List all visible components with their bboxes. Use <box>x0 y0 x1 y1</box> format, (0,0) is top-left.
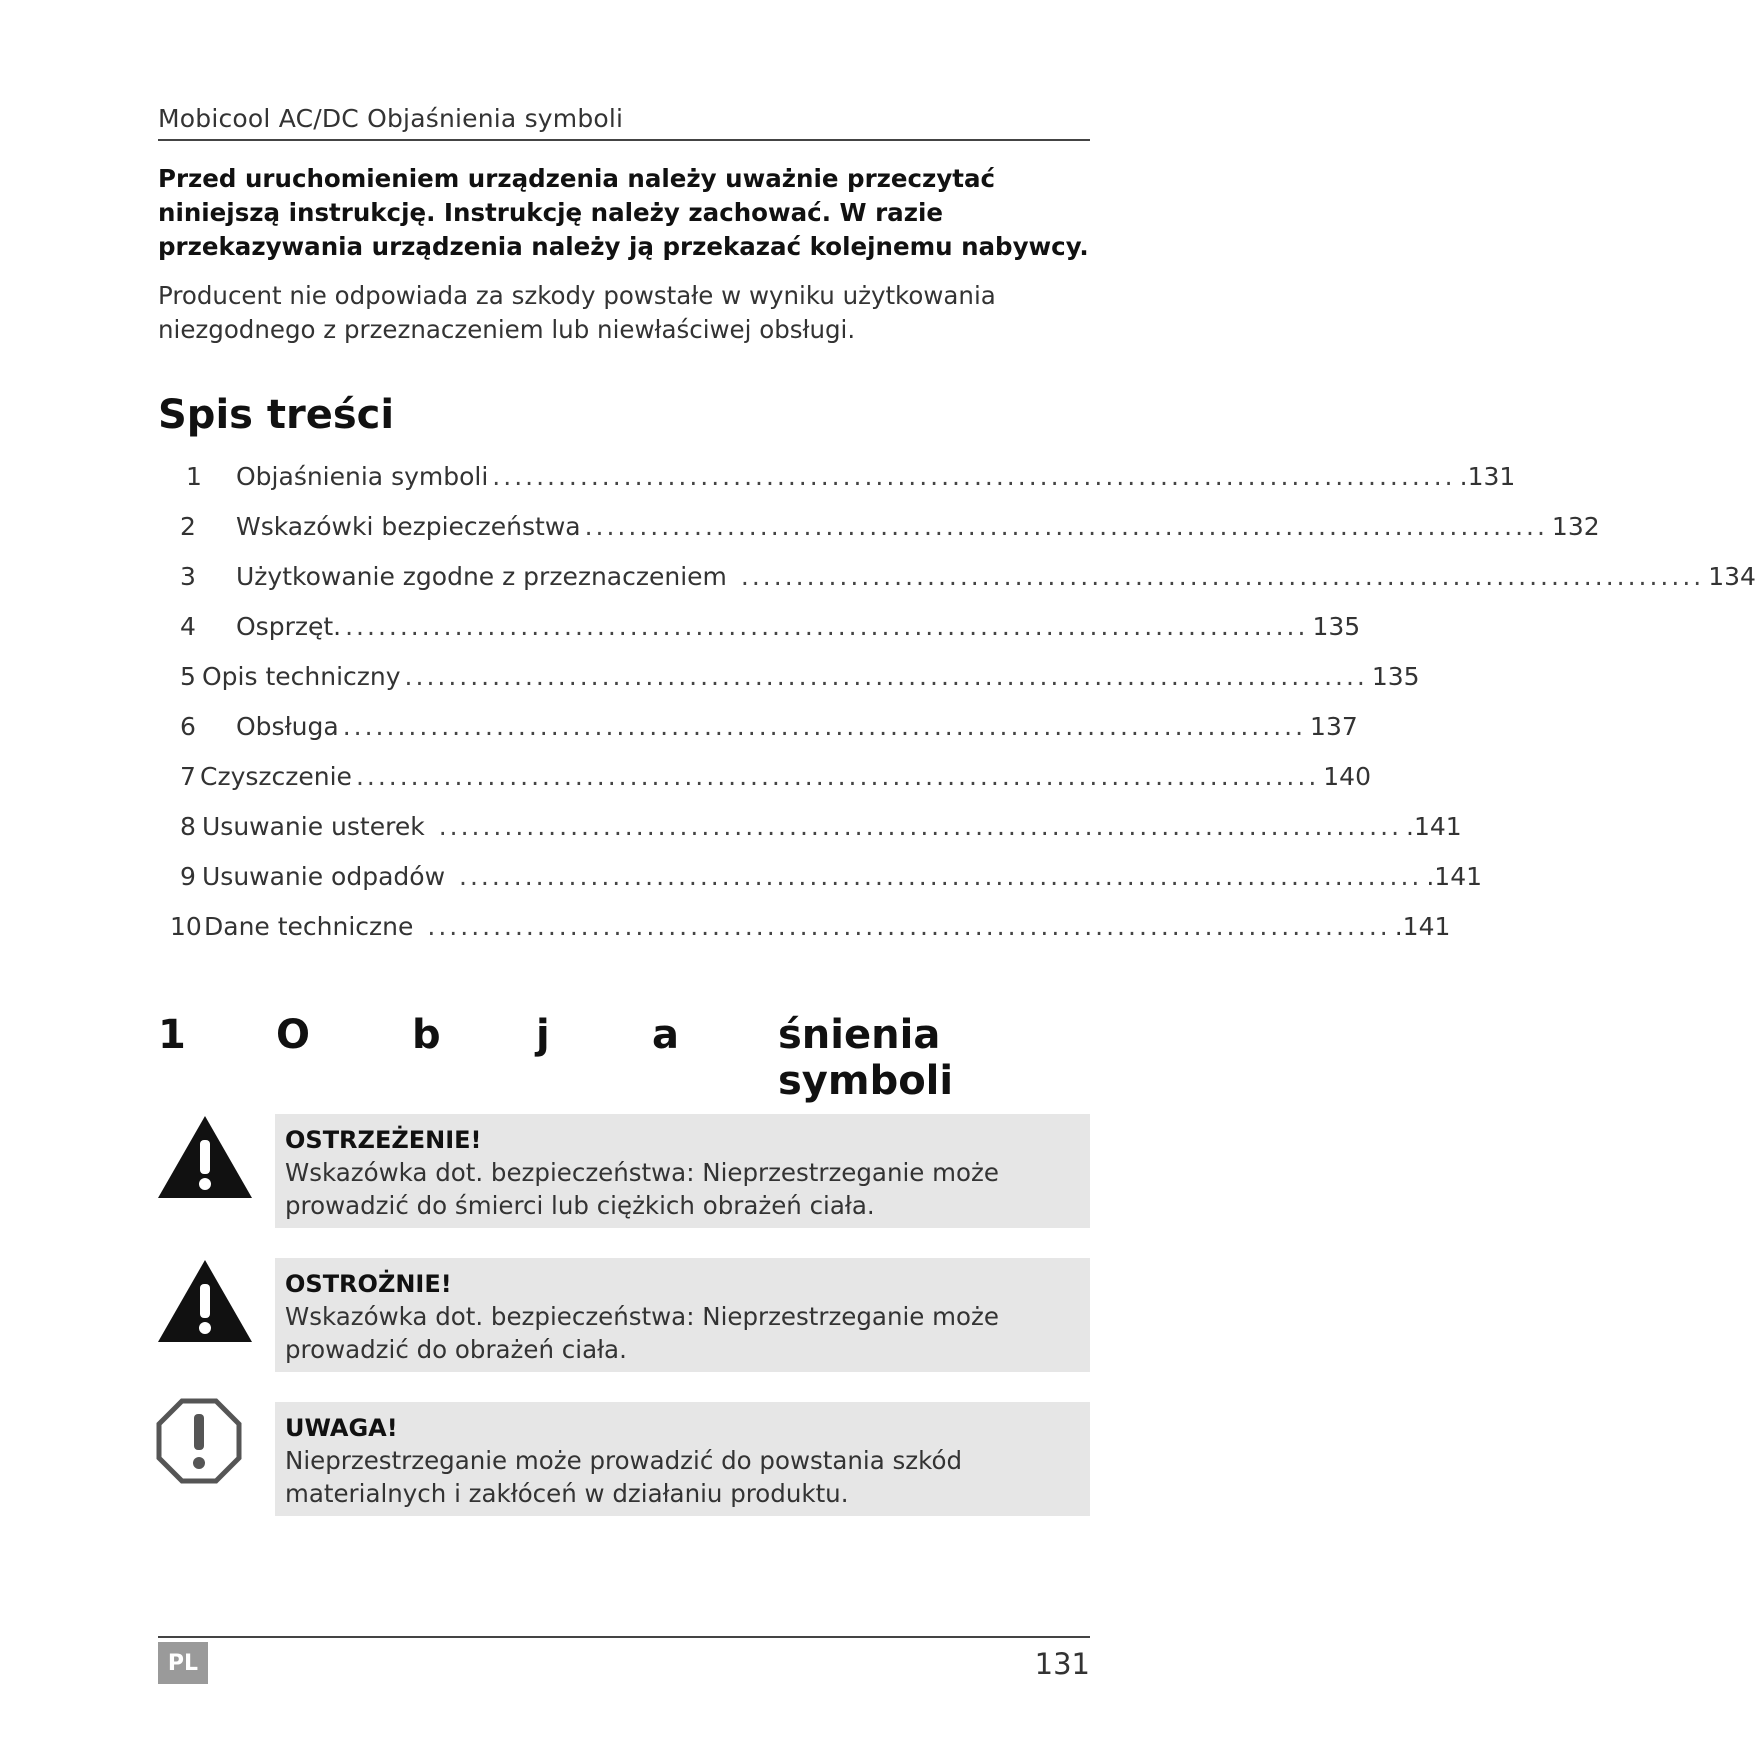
toc-item-number: 5 <box>180 662 196 691</box>
toc-item-label: Obsługa <box>236 712 339 741</box>
toc-title: Spis treści <box>158 392 395 438</box>
intro-paragraph: Producent nie odpowiada za szkody powstałe w wyniku użytkowania niezgodnego z przeznaczeniem lub niewłaściwej obsługi. <box>158 281 996 344</box>
toc-item-label: Dane techniczne <box>204 912 414 941</box>
toc-item[interactable] <box>180 612 1361 646</box>
footer-rule <box>158 1636 1090 1638</box>
toc-dot-leader: ........................................................................................ <box>427 912 1391 941</box>
toc-item[interactable] <box>180 712 1358 746</box>
toc-item-label: Użytkowanie zgodne z przeznaczeniem <box>236 562 727 591</box>
toc-dot-leader: ........................................................................................ <box>438 812 1403 841</box>
toc-dot-leader: ........................................................................................ <box>492 462 1456 491</box>
toc-dot-leader: ........................................................................................ <box>740 562 1705 591</box>
toc-item-number: 9 <box>180 862 196 891</box>
toc-item-label: Usuwanie usterek <box>202 812 425 841</box>
section-heading-part: śnienia symboli <box>778 1012 954 1104</box>
notice-text: Wskazówka dot. bezpieczeństwa: Nieprzestrzeganie może prowadzić do obrażeń ciała. <box>285 1302 999 1364</box>
notice-text: Wskazówka dot. bezpieczeństwa: Nieprzestrzeganie może prowadzić do śmierci lub ciężkich obrażeń ciała. <box>285 1158 999 1220</box>
notice-title: OSTROŻNIE! <box>285 1270 452 1298</box>
notice-title: OSTRZEŻENIE! <box>285 1126 482 1154</box>
toc-item-page: .141 <box>1394 912 1451 941</box>
toc-dot-leader: ........................................................................................ <box>404 662 1368 691</box>
toc-item-label: Opis techniczny <box>202 662 401 691</box>
toc-dot-leader: ........................................................................................ <box>355 762 1320 791</box>
page-number: 131 <box>1034 1647 1090 1681</box>
notice-text: Nieprzestrzeganie może prowadzić do powstania szkód materialnych i zakłóceń w działaniu produktu. <box>285 1446 962 1508</box>
running-header: Mobicool AC/DC Objaśnienia symboli <box>158 104 624 133</box>
notice-warning <box>275 1114 1090 1228</box>
toc-dot-leader: ........................................................................................ <box>459 862 1423 891</box>
notice-caution <box>275 1258 1090 1372</box>
section-heading-part: O <box>276 1012 311 1058</box>
toc-item-number: 7 <box>180 762 196 791</box>
toc-item-page: .141 <box>1426 862 1483 891</box>
toc-item-number: 6 <box>180 712 196 741</box>
toc-item-label: Czyszczenie <box>200 762 352 791</box>
notice-octagon-icon <box>156 1398 242 1484</box>
caution-triangle-icon <box>156 1258 254 1344</box>
toc-item-page: 135 <box>1371 662 1420 691</box>
section-heading-part: j <box>536 1012 550 1058</box>
toc-item-number: 2 <box>180 512 196 541</box>
toc-item-page: .131 <box>1459 462 1516 491</box>
toc-dot-leader: ........................................................................................ <box>345 612 1309 641</box>
warning-triangle-icon <box>156 1114 254 1200</box>
toc-item-page: .141 <box>1406 812 1462 841</box>
section-heading-part: a <box>652 1012 679 1058</box>
header-rule <box>158 139 1090 141</box>
toc-dot-leader: ........................................................................................ <box>342 712 1307 741</box>
toc-item-page: 140 <box>1323 762 1371 791</box>
language-badge: PL <box>158 1642 208 1684</box>
toc-item-number: 8 <box>180 812 196 841</box>
toc-dot-leader: ........................................................................................ <box>584 512 1548 541</box>
toc-item-number: 1 <box>186 462 202 491</box>
toc-item-page: 137 <box>1310 712 1358 741</box>
toc-item[interactable] <box>170 912 1451 946</box>
notice-note <box>275 1402 1090 1516</box>
toc-item[interactable] <box>186 462 1516 496</box>
section-heading <box>158 1012 1098 1104</box>
toc-item-number: 10 <box>170 912 202 941</box>
notice-title: UWAGA! <box>285 1414 398 1442</box>
toc-item-label: Wskazówki bezpieczeństwa <box>236 512 581 541</box>
toc-item-number: 3 <box>180 562 196 591</box>
toc-item[interactable] <box>180 862 1483 896</box>
toc-item-label: Osprzęt. <box>236 612 342 641</box>
toc-item-page: 135 <box>1312 612 1361 641</box>
intro-bold-paragraph: Przed uruchomieniem urządzenia należy uważnie przeczytać niniejszą instrukcję. Instrukcję należy zachować. W razie przekazywania urządzenia należy ją przekazać kolejnemu nabywcy. <box>158 164 1089 261</box>
toc-item-number: 4 <box>180 612 196 641</box>
toc-item[interactable] <box>180 512 1600 546</box>
toc-item-page: 132 <box>1551 512 1600 541</box>
section-heading-part: b <box>412 1012 441 1058</box>
toc-item[interactable] <box>180 562 1756 596</box>
section-heading-part: 1 <box>158 1012 186 1058</box>
toc-item[interactable] <box>180 662 1420 696</box>
toc-item[interactable] <box>180 812 1462 846</box>
toc-item-page: 134 <box>1708 562 1756 591</box>
toc-item[interactable] <box>180 762 1371 796</box>
toc-item-label: Usuwanie odpadów <box>202 862 446 891</box>
toc-item-label: Objaśnienia symboli <box>236 462 489 491</box>
